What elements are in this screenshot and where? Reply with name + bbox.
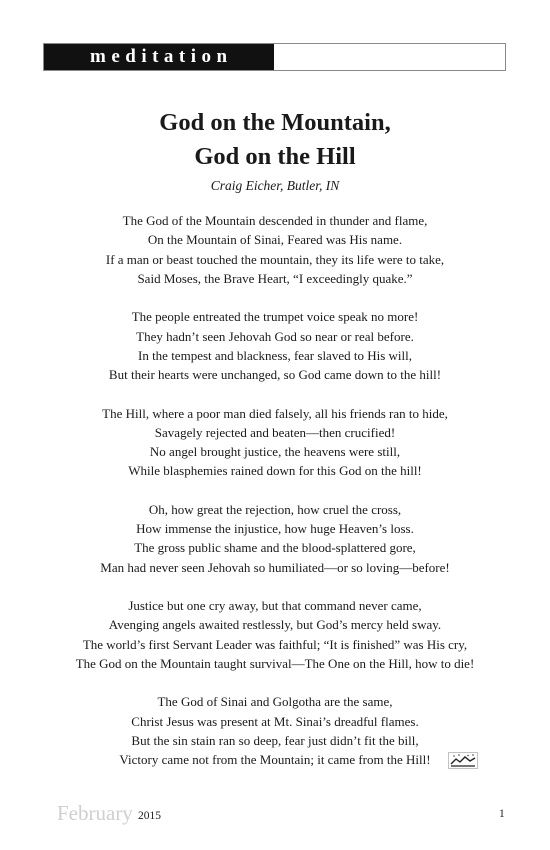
poem-line: Victory came not from the Mountain; it came from the Hill! <box>119 752 431 767</box>
stanza <box>0 307 550 384</box>
footer-year: 2015 <box>138 810 161 822</box>
stanza <box>0 692 550 769</box>
author-byline: Craig Eicher, Butler, IN <box>210 178 340 193</box>
poem-title <box>0 106 550 174</box>
poem-line: Said Moses, the Brave Heart, “I exceedingly quake.” <box>137 270 413 286</box>
poem-line: In the tempest and blackness, fear slaved to His will, <box>137 347 412 363</box>
section-header <box>43 43 506 71</box>
poem-line: The God of Sinai and Golgotha are the same, <box>157 694 393 710</box>
footer-month: February <box>57 801 133 825</box>
poem-line: On the Mountain of Sinai, Feared was His name. <box>147 232 403 248</box>
poem-line: Savagely rejected and beaten—then crucified! <box>154 424 396 440</box>
poem-line: While blasphemies rained down for this God on the hill! <box>128 463 422 479</box>
poem-line: But the sin stain ran so deep, fear just didn’t fit the bill, <box>131 732 419 748</box>
stanza <box>0 596 550 673</box>
page-number: 1 <box>499 808 505 820</box>
title-line-2: God on the Hill <box>194 143 356 170</box>
stanza <box>0 404 550 481</box>
poem-line: The gross public shame and the blood-splattered gore, <box>134 540 416 556</box>
poem-line: The God of the Mountain descended in thunder and flame, <box>122 213 428 228</box>
poem-line: The Hill, where a poor man died falsely, all his friends ran to hide, <box>102 405 448 421</box>
poem-line: Christ Jesus was present at Mt. Sinai’s dreadful flames. <box>131 713 419 729</box>
stanza <box>0 211 550 288</box>
stanza <box>0 500 550 577</box>
poem-line: The people entreated the trumpet voice speak no more! <box>131 309 419 325</box>
section-label: meditation <box>44 44 274 70</box>
title-line-1: God on the Mountain, <box>159 109 391 136</box>
poem-line: Avenging angels awaited restlessly, but God’s mercy held sway. <box>108 617 442 633</box>
end-of-article-mark-icon <box>448 752 478 769</box>
poem-line: If a man or beast touched the mountain, they its life were to take, <box>105 251 445 267</box>
poem-line: The world’s first Servant Leader was faithful; “It is finished” was His cry, <box>82 636 468 652</box>
poem-line: How immense the injustice, how huge Heaven’s loss. <box>136 521 414 536</box>
poem-line: No angel brought justice, the heavens were still, <box>149 444 401 459</box>
poem-line: But their hearts were unchanged, so God came down to the hill! <box>108 367 442 382</box>
poem-line: Justice but one cry away, but that command never came, <box>128 598 422 613</box>
poem-line: The God on the Mountain taught survival—The One on the Hill, how to die! <box>75 655 475 671</box>
poem-line: Oh, how great the rejection, how cruel the cross, <box>148 501 402 517</box>
poem-last-line-row <box>0 750 550 769</box>
poem-body <box>0 211 550 789</box>
poem-line: They hadn’t seen Jehovah God so near or real before. <box>136 328 414 344</box>
poem-line: Man had never seen Jehovah so humiliated—or so loving—before! <box>100 559 450 575</box>
